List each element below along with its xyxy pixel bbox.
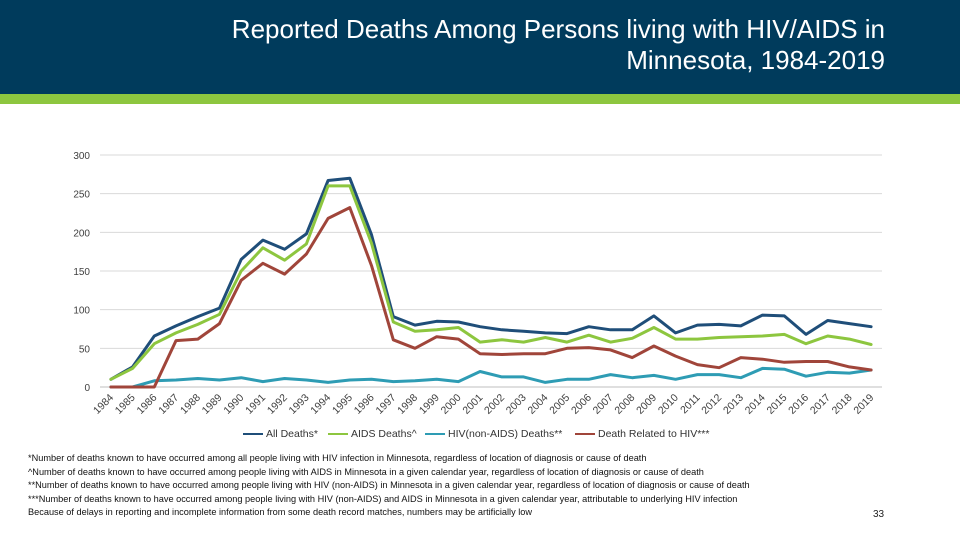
x-tick-label: 2006 bbox=[568, 391, 594, 417]
x-tick-label: 2013 bbox=[721, 391, 747, 417]
x-tick-label: 1993 bbox=[286, 391, 312, 417]
legend-item bbox=[425, 428, 562, 446]
slide-title: Reported Deaths Among Persons living with HIV/AIDS in Minnesota, 1984-2019 bbox=[231, 14, 885, 75]
x-tick-label: 1992 bbox=[264, 391, 290, 417]
x-tick-label: 1984 bbox=[91, 391, 117, 417]
line-chart bbox=[0, 140, 960, 430]
x-tick-label: 2005 bbox=[547, 391, 573, 417]
accent-bar bbox=[0, 94, 960, 104]
x-tick-label: 1990 bbox=[221, 391, 247, 417]
legend-swatch bbox=[575, 433, 595, 436]
legend-item bbox=[328, 428, 417, 446]
x-tick-label: 2015 bbox=[764, 391, 790, 417]
footnote-aids-deaths: ^Number of deaths known to have occurred among people living with AIDS in Minnesota in a given calendar year, regardless of location of diagnosis or cause of death bbox=[28, 466, 704, 477]
footnote-reporting-delay: Because of delays in reporting and incomplete information from some death record matches, numbers may be artificially low bbox=[28, 507, 533, 517]
x-tick-label: 1985 bbox=[112, 391, 138, 417]
x-tick-label: 2011 bbox=[678, 391, 703, 417]
legend-item bbox=[243, 428, 318, 446]
x-tick-label: 1986 bbox=[134, 391, 160, 417]
x-tick-label: 2001 bbox=[460, 391, 486, 417]
x-tick-label: 1988 bbox=[177, 391, 203, 417]
legend-label: Death Related to HIV*** bbox=[598, 428, 710, 440]
x-tick-label: 2000 bbox=[438, 391, 464, 417]
x-tick-label: 1996 bbox=[351, 391, 377, 417]
series-line-2 bbox=[111, 368, 871, 387]
series-line-1 bbox=[111, 186, 871, 379]
x-tick-label: 2014 bbox=[742, 391, 768, 417]
x-tick-label: 2003 bbox=[503, 391, 529, 417]
x-tick-label: 2017 bbox=[807, 391, 833, 417]
footnote-hiv-related-deaths: ***Number of deaths known to have occurred among people living with HIV (non-AIDS) and AIDS in Minnesota in a given calendar year, attributable to underlying HIV infection bbox=[28, 493, 738, 504]
footnotes bbox=[28, 452, 898, 520]
chart-legend bbox=[0, 428, 960, 446]
x-tick-label: 2018 bbox=[829, 391, 855, 417]
y-tick-label: 50 bbox=[78, 344, 90, 356]
x-tick-label: 2007 bbox=[590, 391, 616, 417]
x-tick-label: 2019 bbox=[851, 391, 877, 417]
series-line-0 bbox=[111, 178, 871, 379]
x-tick-label: 1998 bbox=[395, 391, 421, 417]
legend-item bbox=[575, 428, 709, 446]
x-tick-label: 2008 bbox=[612, 391, 638, 417]
x-tick-label: 1989 bbox=[199, 391, 225, 417]
legend-label: AIDS Deaths^ bbox=[351, 428, 417, 440]
y-tick-label: 200 bbox=[73, 228, 90, 240]
x-tick-label: 1997 bbox=[373, 391, 399, 417]
x-tick-label: 1987 bbox=[156, 391, 182, 417]
x-tick-label: 2016 bbox=[786, 391, 812, 417]
x-tick-label: 1991 bbox=[243, 391, 269, 417]
legend-swatch bbox=[425, 433, 445, 436]
x-tick-label: 2002 bbox=[482, 391, 508, 417]
legend-swatch bbox=[328, 433, 348, 436]
footnote-hiv-non-aids-deaths: **Number of deaths known to have occurred among people living with HIV (non-AIDS) in Minnesota in a given calendar year, regardless of location of diagnosis or cause of death bbox=[28, 480, 750, 490]
y-tick-label: 250 bbox=[73, 189, 90, 201]
title-banner bbox=[0, 0, 960, 94]
page-number: 33 bbox=[873, 509, 885, 520]
x-tick-label: 2010 bbox=[655, 391, 681, 417]
x-tick-label: 2012 bbox=[699, 391, 725, 417]
x-tick-label: 2004 bbox=[525, 391, 551, 417]
legend-label: HIV(non-AIDS) Deaths** bbox=[448, 428, 563, 440]
x-tick-label: 1995 bbox=[330, 391, 356, 417]
x-tick-label: 1999 bbox=[416, 391, 442, 417]
footnote-all-deaths: *Number of deaths known to have occurred among all people living with HIV infection in Minnesota, regardless of location of diagnosis or cause of death bbox=[28, 453, 647, 463]
y-tick-label: 100 bbox=[73, 305, 90, 317]
y-tick-label: 150 bbox=[73, 267, 90, 278]
x-tick-label: 1994 bbox=[308, 391, 334, 417]
y-tick-label: 300 bbox=[73, 151, 90, 162]
y-tick-label: 0 bbox=[84, 383, 90, 394]
legend-label: All Deaths* bbox=[266, 428, 318, 440]
legend-swatch bbox=[243, 433, 263, 436]
x-tick-label: 2009 bbox=[634, 391, 660, 417]
